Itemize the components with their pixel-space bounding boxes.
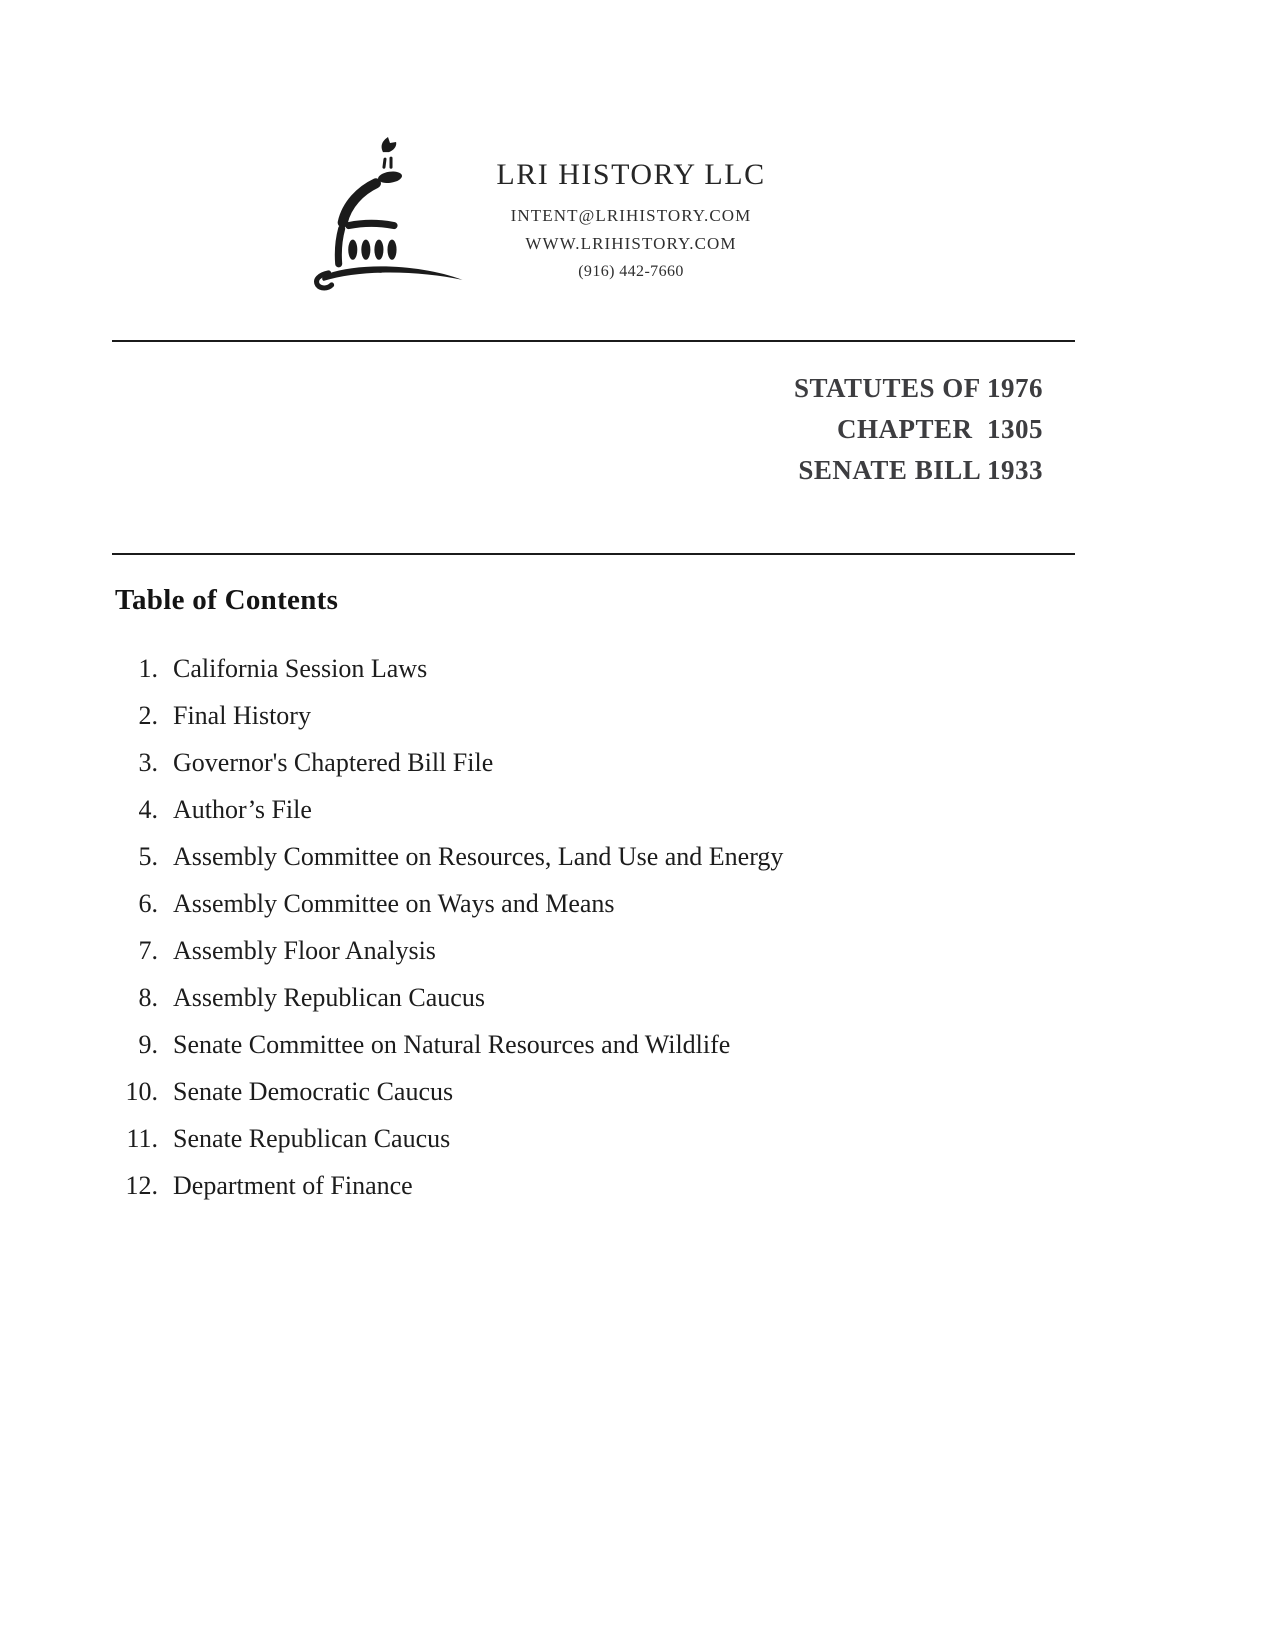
- chapter-line: CHAPTER 1305: [836, 414, 1043, 444]
- toc-item-label: Assembly Committee on Ways and Means: [173, 889, 615, 918]
- toc-item-number: 10.: [125, 1077, 158, 1106]
- letterhead: [313, 136, 797, 294]
- company-name: LRI HISTORY LLC: [496, 158, 766, 191]
- toc-item-number: 4.: [138, 795, 158, 824]
- toc-item: [112, 985, 783, 1011]
- bill-reference: [112, 368, 1043, 491]
- toc-item: [112, 1126, 783, 1152]
- toc-item-number: 7.: [138, 936, 158, 965]
- toc-item-number: 6.: [138, 889, 158, 918]
- toc-item-label: California Session Laws: [173, 654, 428, 683]
- toc-item: [112, 1032, 783, 1058]
- toc-item: [112, 797, 783, 823]
- divider-bottom: [112, 553, 1075, 555]
- toc-item: [112, 656, 783, 682]
- toc-item-label: Final History: [173, 701, 311, 730]
- toc-item-number: 11.: [126, 1124, 158, 1153]
- toc-item: [112, 750, 783, 776]
- toc-item-label: Governor's Chaptered Bill File: [173, 748, 494, 777]
- toc-item: [112, 844, 783, 870]
- toc-title: Table of Contents: [115, 584, 339, 616]
- toc-item-label: Assembly Committee on Resources, Land Use and Energy: [173, 842, 784, 871]
- toc-item-number: 12.: [125, 1171, 158, 1200]
- toc-item-label: Author’s File: [173, 795, 312, 824]
- toc-item-label: Department of Finance: [173, 1171, 413, 1200]
- company-website: WWW.LRIHISTORY.COM: [525, 234, 737, 253]
- toc-item-label: Senate Republican Caucus: [173, 1124, 451, 1153]
- toc-item-number: 3.: [138, 748, 158, 777]
- toc-item-number: 2.: [138, 701, 158, 730]
- toc-list: [112, 656, 783, 1220]
- capitol-dome-icon: [313, 136, 465, 294]
- toc-item: [112, 938, 783, 964]
- senate-bill-line: SENATE BILL 1933: [798, 455, 1043, 485]
- toc-item-number: 5.: [138, 842, 158, 871]
- statutes-line: STATUTES OF 1976: [793, 373, 1043, 403]
- toc-item-number: 9.: [138, 1030, 158, 1059]
- toc-item-label: Assembly Republican Caucus: [173, 983, 485, 1012]
- company-email: INTENT@LRIHISTORY.COM: [510, 206, 752, 225]
- toc-item: [112, 1079, 783, 1105]
- company-phone: (916) 442-7660: [578, 263, 684, 280]
- toc-item: [112, 891, 783, 917]
- toc-item-label: Assembly Floor Analysis: [173, 936, 436, 965]
- letterhead-text: [465, 136, 797, 286]
- toc-item-label: Senate Democratic Caucus: [173, 1077, 454, 1106]
- toc-item: [112, 703, 783, 729]
- toc-item-number: 8.: [138, 983, 158, 1012]
- divider-top: [112, 340, 1075, 342]
- toc-item-number: 1.: [138, 654, 158, 683]
- toc-item: [112, 1173, 783, 1199]
- toc-item-label: Senate Committee on Natural Resources and Wildlife: [173, 1030, 731, 1059]
